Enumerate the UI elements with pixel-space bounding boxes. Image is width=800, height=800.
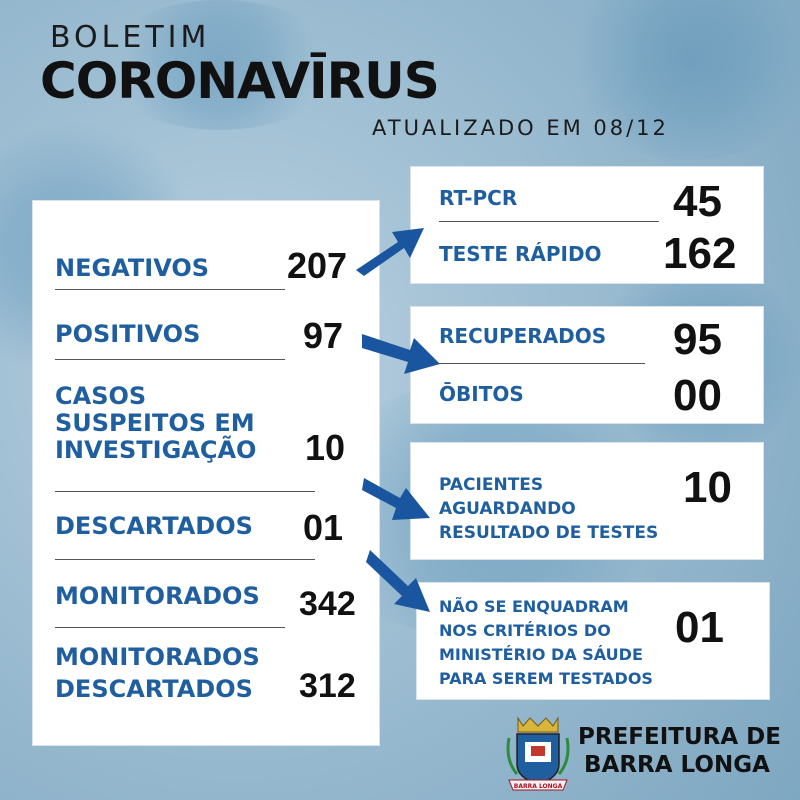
monitored-label: MONITORADOS [55,582,260,610]
recovered-label: RECUPERADOS [439,324,607,348]
negatives-value: 207 [287,245,348,286]
monitored-value: 342 [299,585,356,623]
suspected-value: 10 [305,427,346,468]
pending-value: 10 [683,463,732,512]
updated-date: ATUALIZADO EM 08/12 [372,116,669,140]
monitored-discarded-line: DESCARTADOS [55,675,253,704]
arrow-icon [362,464,432,524]
suspected-label-line: SUSPEITOS EM [55,408,255,437]
title-boletim: BOLETIM [50,20,211,55]
positives-value: 97 [303,315,344,356]
arrow-icon [366,546,434,616]
discarded-value: 01 [303,507,344,548]
divider [55,491,315,492]
monitored-discarded-label [55,641,260,706]
rt-pcr-value: 45 [673,177,722,226]
pending-label-line: RESULTADO DE TESTES [439,523,659,544]
footer-line: BARRA LONGA [584,751,770,778]
pending-label-line: PACIENTES [439,475,544,495]
outcomes-card [410,306,764,424]
tests-card [410,166,764,284]
title-coronavirus: CORONAVĪRUS [40,52,439,110]
suspected-label-line: INVESTIGAÇÃO [55,435,257,464]
divider [55,627,285,628]
pending-label [439,473,658,545]
rapid-test-label: TESTE RÁPIDO [439,242,602,266]
not-eligible-label-line: MINISTÉRIO DA SÁUDE [439,645,643,664]
not-eligible-label-line: NÃO SE ENQUADRAM [439,597,629,616]
divider [55,289,285,290]
crest-text: BARRA LONGA [513,783,563,790]
footer-line: PREFEITURA DE [578,724,781,750]
footer-title [578,724,781,779]
not-eligible-card [416,582,770,700]
not-eligible-label-line: NOS CRITÉRIOS DO [439,621,611,640]
arrow-icon [360,322,442,378]
deaths-value: 00 [673,371,722,420]
rt-pcr-label: RT-PCR [439,186,518,210]
positives-label: POSITIVOS [55,320,201,348]
divider [55,559,315,560]
deaths-label: ŌBITOS [439,382,524,406]
negatives-label: NEGATIVOS [55,254,210,282]
rapid-test-value: 162 [663,229,737,278]
suspected-label [55,383,256,464]
monitored-discarded-line: MONITORADOS [55,643,260,671]
left-stats-card [32,200,380,746]
divider [439,221,659,222]
pending-label-line: AGUARDANDO [439,499,576,520]
suspected-label-line: CASOS [55,382,147,410]
recovered-value: 95 [673,315,722,364]
arrow-icon [352,220,428,280]
not-eligible-label-line: PARA SEREM TESTADOS [439,669,653,688]
not-eligible-value: 01 [675,603,724,652]
pending-card [410,442,764,560]
city-crest-icon [503,716,573,796]
monitored-discarded-value: 312 [299,667,356,705]
divider [55,359,285,360]
not-eligible-label [439,595,653,691]
discarded-label: DESCARTADOS [55,512,253,540]
divider [439,363,645,364]
